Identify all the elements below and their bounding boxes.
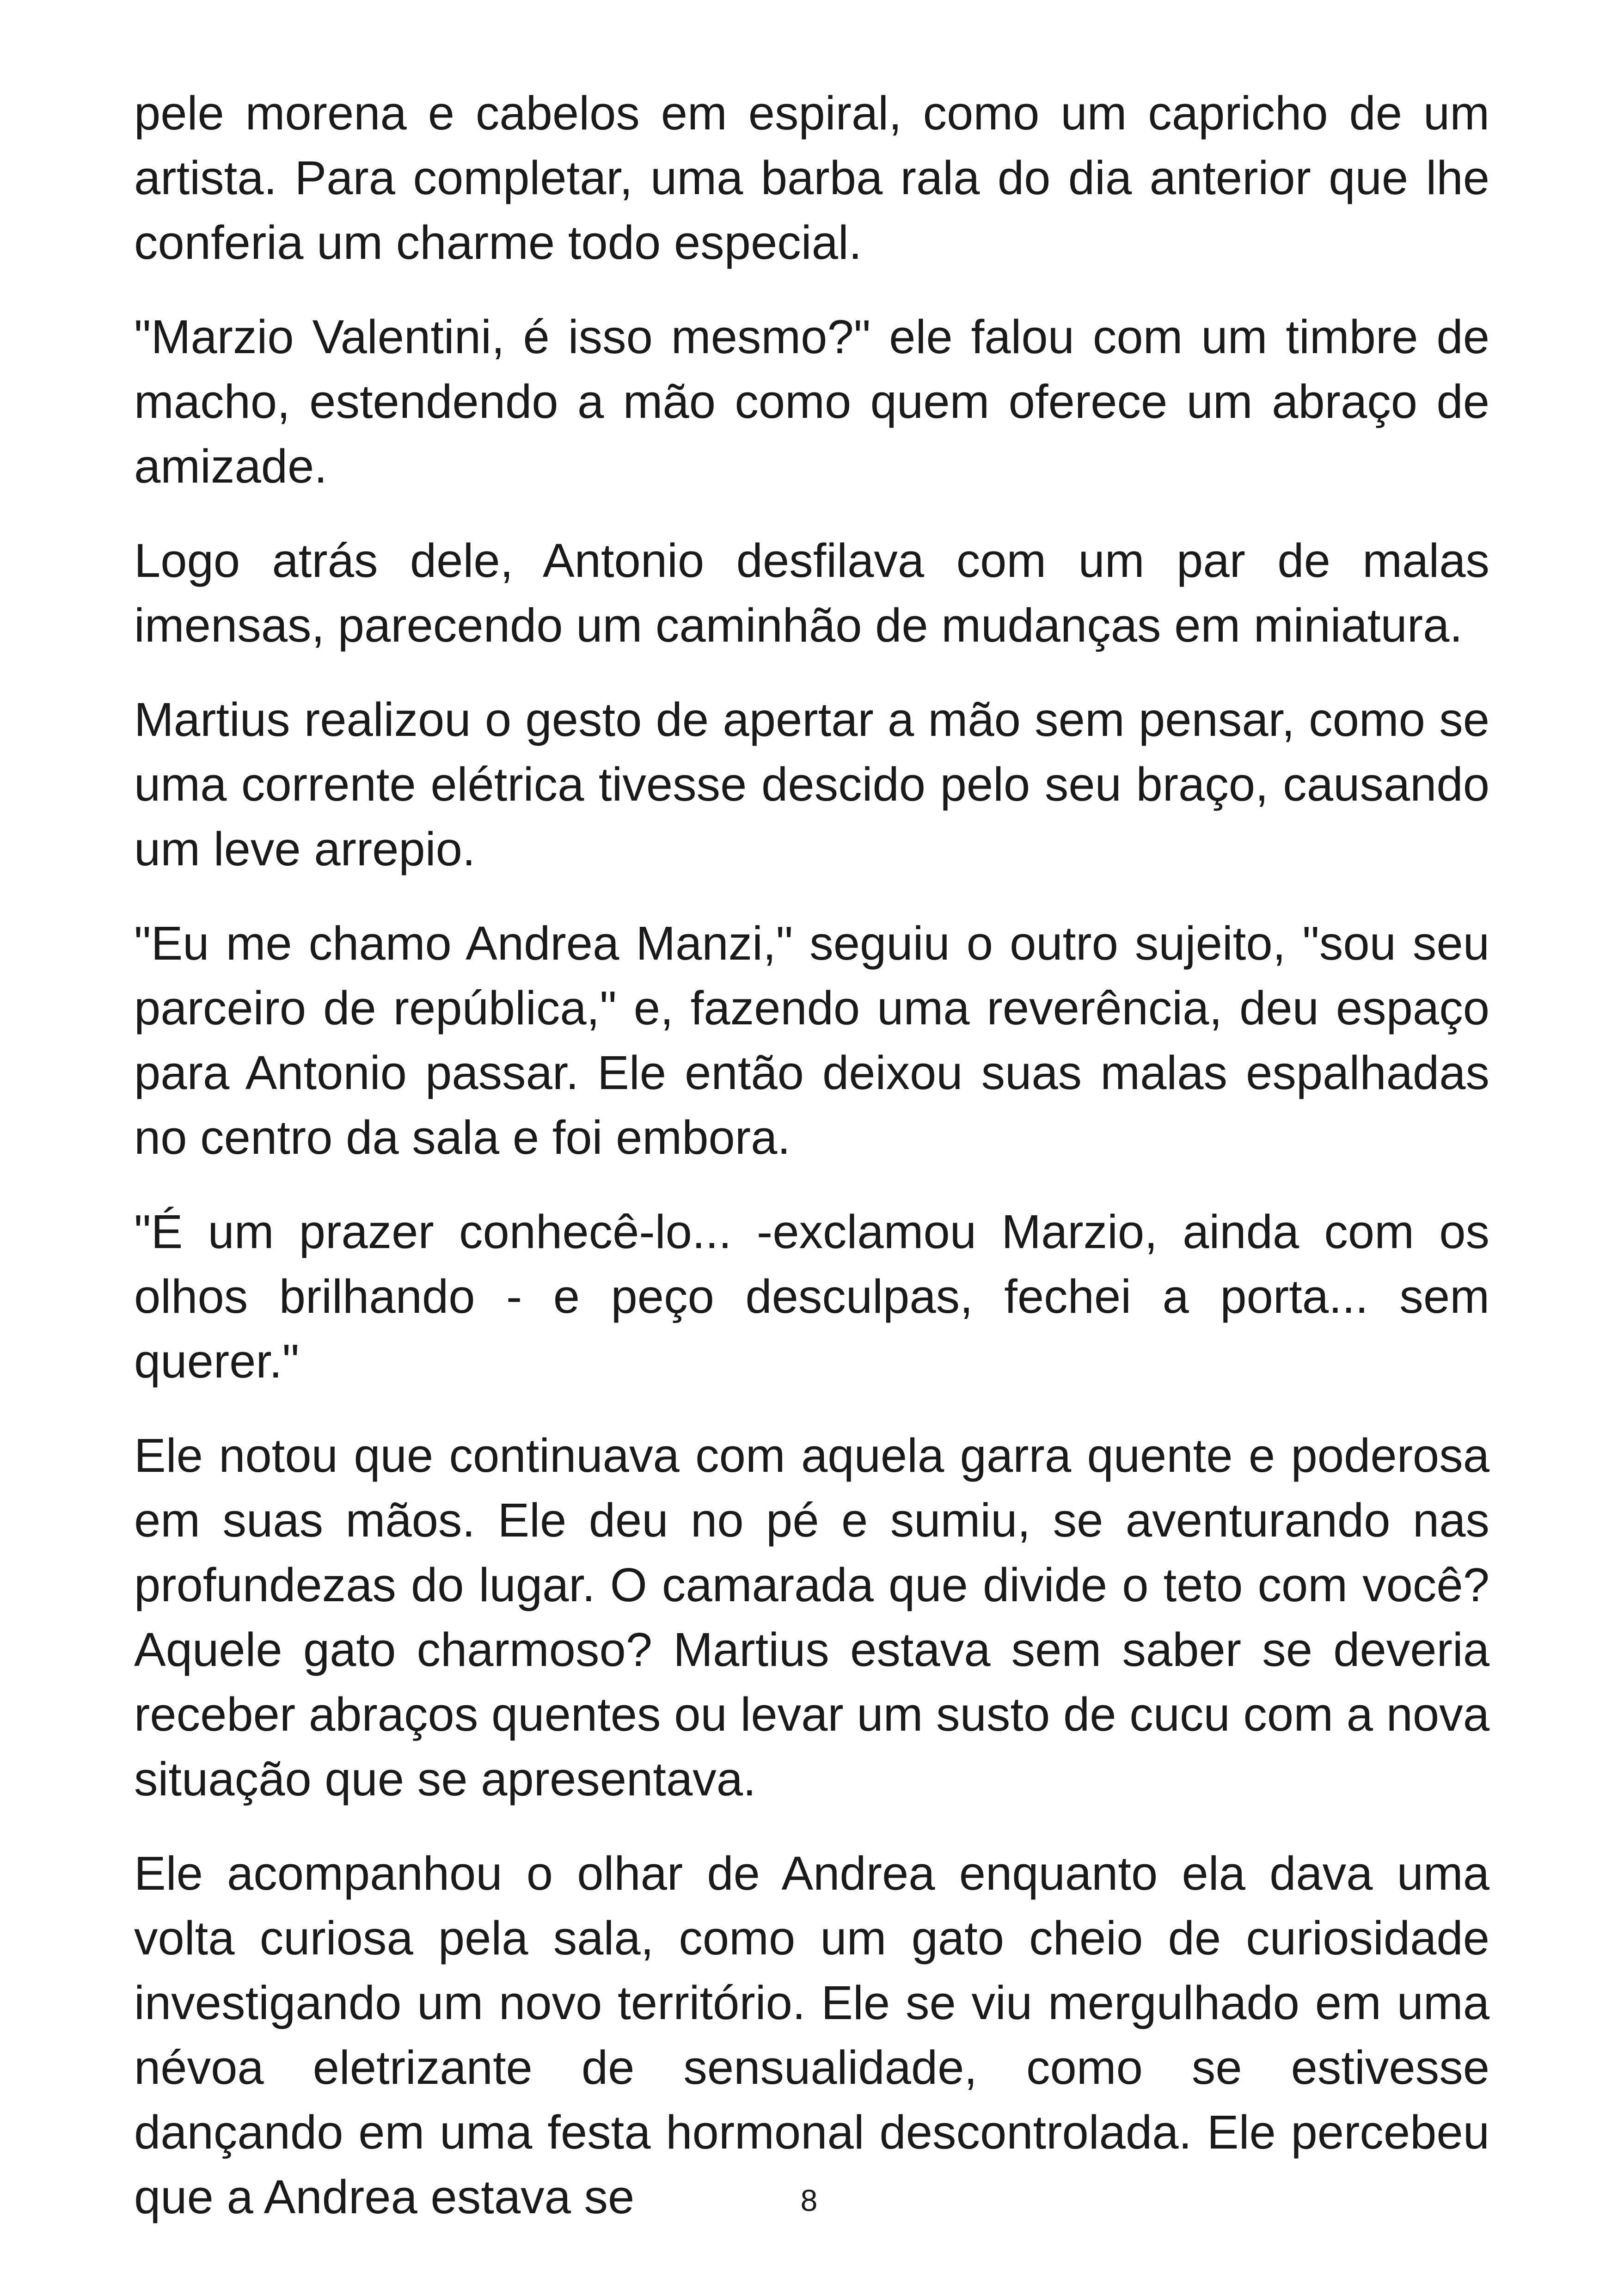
paragraph-5: "Eu me chamo Andrea Manzi," seguiu o outro sujeito, "sou seu parceiro de república," e, fazendo uma reverência, deu espaço para Antonio passar. Ele então deixou suas malas espalhadas no centro da sala e foi embora.	[134, 917, 1489, 1164]
paragraph-6: "É um prazer conhecê-lo... -exclamou Marzio, ainda com os olhos brilhando - e peço desculpas, fechei a porta... sem querer."	[134, 1205, 1489, 1388]
paragraph-8: Ele acompanhou o olhar de Andrea enquanto ela dava uma volta curiosa pela sala, como um gato cheio de curiosidade investigando um novo território. Ele se viu mergulhado em uma névoa eletrizante de sensualidade, como se estivesse dançando em uma festa hormonal descontrolada. Ele percebeu que a Andrea estava se	[134, 1847, 1489, 2223]
paragraph-3: Logo atrás dele, Antonio desfilava com um par de malas imensas, parecendo um caminhão de mudanças em miniatura.	[134, 534, 1489, 652]
page-body	[134, 81, 1489, 2259]
paragraph-2: "Marzio Valentini, é isso mesmo?" ele falou com um timbre de macho, estendendo a mão como quem oferece um abraço de amizade.	[134, 310, 1489, 493]
paragraph-1: pele morena e cabelos em espiral, como um capricho de um artista. Para completar, uma barba rala do dia anterior que lhe conferia um charme todo especial.	[134, 86, 1489, 269]
paragraph-7: Ele notou que continuava com aquela garra quente e poderosa em suas mãos. Ele deu no pé e sumiu, se aventurando nas profundezas do lugar. O camarada que divide o teto com você? Aquele gato charmoso? Martius estava sem saber se deveria receber abraços quentes ou levar um susto de cucu com a nova situação que se apresentava.	[134, 1429, 1489, 1806]
page-number: 8	[800, 2183, 818, 2217]
paragraph-4: Martius realizou o gesto de apertar a mão sem pensar, como se uma corrente elétrica tivesse descido pelo seu braço, causando um leve arrepio.	[134, 693, 1489, 876]
